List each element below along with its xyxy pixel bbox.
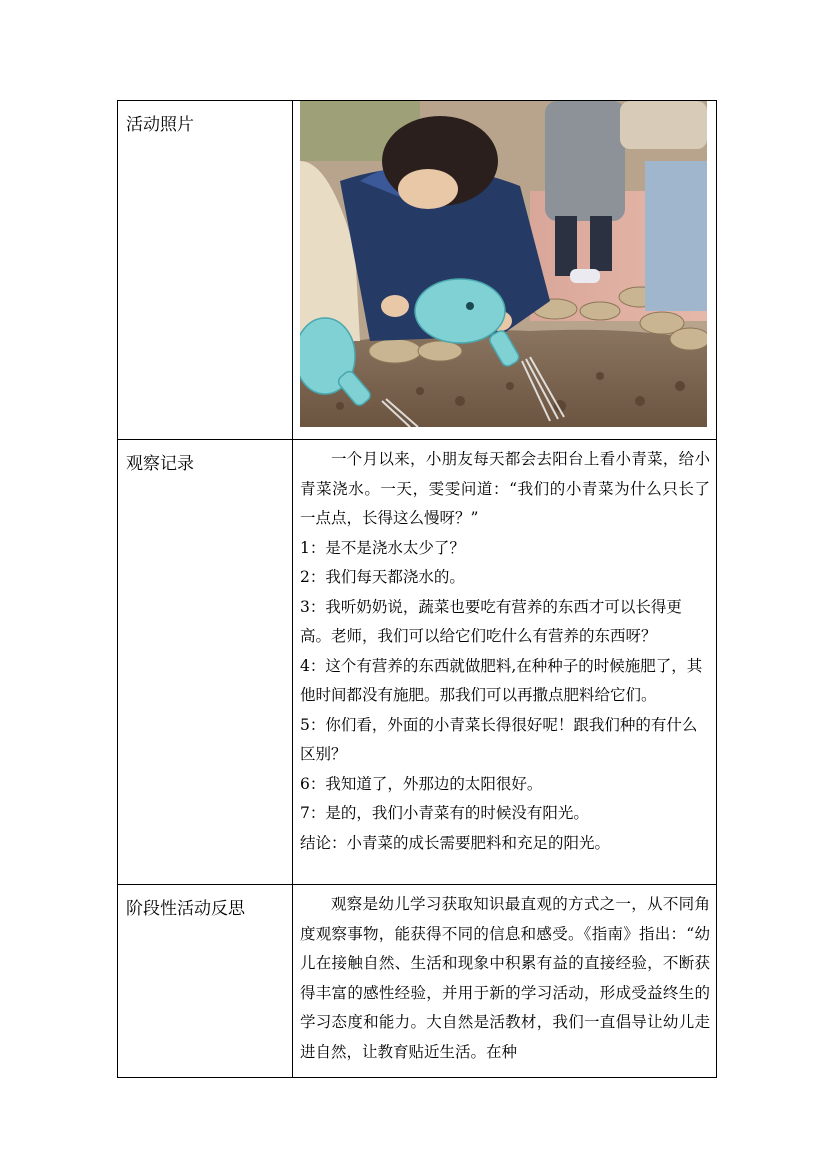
reflection-content (293, 885, 717, 1078)
activity-photo (300, 101, 707, 427)
observation-item-7: 7：是的，我们小青菜有的时候没有阳光。 (300, 804, 589, 822)
reflection-label: 阶段性活动反思 (118, 885, 293, 1078)
observation-content (293, 440, 717, 885)
reflection-text: 观察是幼儿学习获取知识最直观的方式之一，从不同角度观察事物，能获得不同的信息和感受。《指南》指出：“幼儿在接触自然、生活和现象中积累有益的直接经验，不断获得丰富的感性经验，并用于新的学习活动，形成受益终生的学习态度和能力。大自然是活教材，我们一直倡导让幼儿走进自然，让教育贴近生活。在种 (300, 895, 710, 1061)
activity-record-table (117, 100, 717, 1078)
observation-item-4: 4：这个有营养的东西就做肥料,在种种子的时候施肥了，其他时间都没有施肥。那我们可以再撒点肥料给它们。 (300, 656, 703, 704)
observation-conclusion: 结论：小青菜的成长需要肥料和充足的阳光。 (300, 833, 611, 852)
observation-label: 观察记录 (118, 440, 293, 885)
photo-label: 活动照片 (118, 101, 293, 440)
observation-row (118, 440, 717, 885)
photo-row (118, 101, 717, 440)
observation-intro: 一个月以来，小朋友每天都会去阳台上看小青菜，给小青菜浇水。一天，雯雯问道：“我们的小青菜为什么只长了一点点，长得这么慢呀？” (300, 450, 710, 527)
observation-item-5: 5：你们看，外面的小青菜长得很好呢！跟我们种的有什么区别？ (300, 715, 698, 763)
observation-item-1: 1：是不是浇水太少了？ (300, 538, 465, 557)
observation-item-3: 3：我听奶奶说，蔬菜也要吃有营养的东西才可以长得更高。老师，我们可以给它们吃什么有营养的东西呀？ (300, 597, 682, 645)
photo-cell (293, 101, 717, 440)
observation-item-6: 6：我知道了，外那边的太阳很好。 (300, 774, 543, 793)
activity-photo-illustration (300, 101, 707, 427)
reflection-row (118, 885, 717, 1078)
observation-item-2: 2：我们每天都浇水的。 (300, 568, 465, 586)
